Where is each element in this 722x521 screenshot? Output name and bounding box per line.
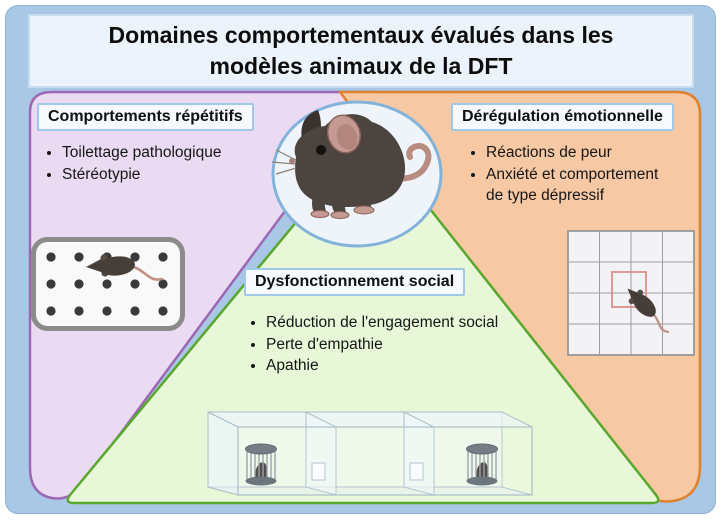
social-dysfunction-list [246,312,501,377]
list-item: • Réduction de l'engagement social [266,312,501,334]
list-item: • Toilettage pathologique [62,142,292,164]
list-item: • Perte d'empathie [266,334,501,356]
mouse-eye [316,145,326,155]
list-item: • Apathie [266,355,501,377]
list-item: • Réactions de peur [486,142,664,164]
social-dysfunction-label: Dysfonctionnement social [244,268,465,296]
open-field-test-illustration [567,230,695,356]
repetitive-behaviors-label: Comportements répétitifs [37,103,254,131]
emotional-dysregulation-list [466,142,664,207]
list-item: • Anxiété et comportement de type dépressif [486,164,664,207]
chamber-top [208,412,532,427]
hole-board-test-illustration [30,236,186,332]
title-line-1: Domaines comportementaux évalués dans les [108,22,614,48]
diagram-title [28,14,694,88]
mouse-hind-foot [354,206,374,214]
title-line-2: modèles animaux de la DFT [209,53,513,79]
repetitive-behaviors-list [42,142,292,185]
chamber-front-wall [238,427,532,495]
chamber-left-wall [208,412,238,495]
list-item: • Stéréotypie [62,164,292,186]
mouse-front-foot [311,211,329,218]
emotional-dysregulation-label: Dérégulation émotionnelle [451,103,674,131]
mouse-front-foot-2 [331,212,349,219]
three-chamber-social-test-illustration [205,405,535,501]
